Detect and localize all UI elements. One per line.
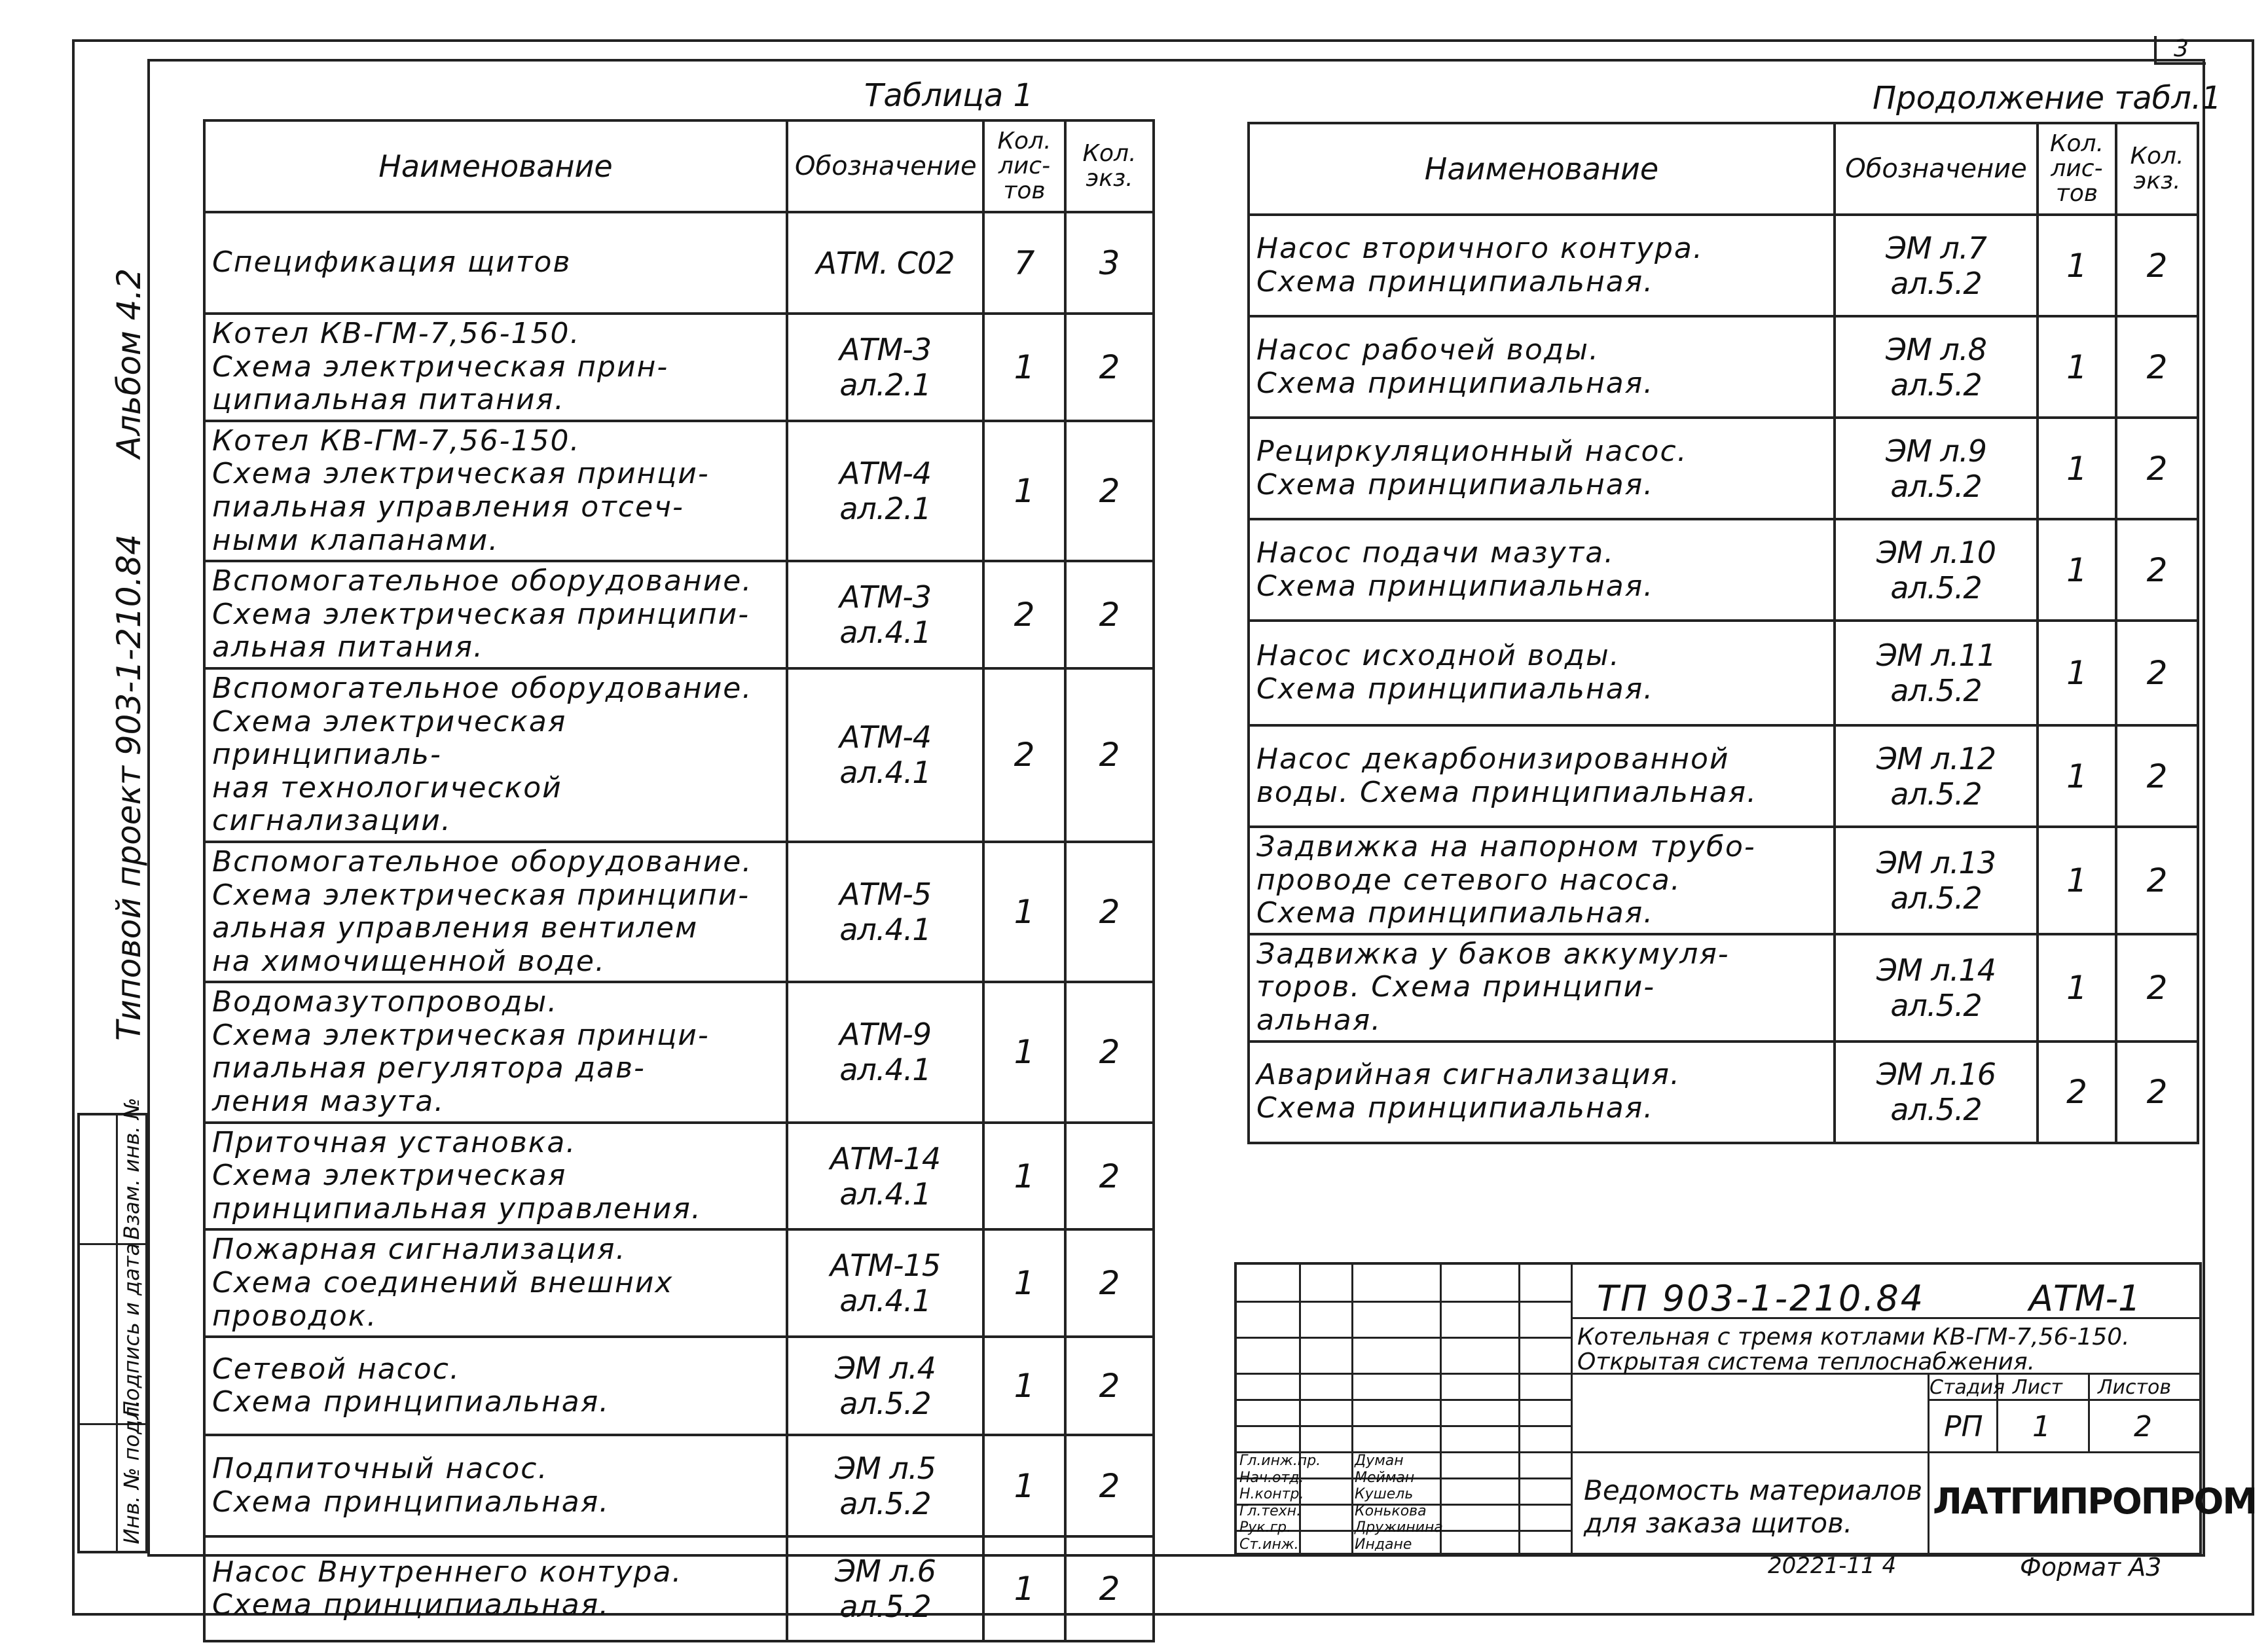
object-name-line2: Открытая система теплоснабжения. — [1577, 1349, 2036, 1375]
table-row — [204, 1435, 1154, 1536]
side-label-signature: Подпись и дата — [119, 1242, 144, 1417]
row-sheets: 1 — [2038, 418, 2116, 519]
sheets-value: 2 — [2134, 1410, 2152, 1443]
row-designation: АТМ-9 ал.4.1 — [787, 982, 983, 1122]
row-designation: ЭМ л.12 ал.5.2 — [1835, 725, 2038, 827]
row-copies: 2 — [1065, 561, 1154, 668]
row-sheets: 1 — [2038, 934, 2116, 1042]
row-copies: 2 — [1065, 1123, 1154, 1230]
row-copies: 2 — [1065, 1229, 1154, 1337]
row-copies: 2 — [2116, 519, 2198, 621]
table1-cont-header-row — [1249, 123, 2198, 215]
sheet-label: Лист — [2013, 1376, 2063, 1399]
table-row — [1249, 934, 2198, 1042]
row-sheets: 1 — [2038, 827, 2116, 934]
person-name: Кушель — [1355, 1486, 1414, 1502]
person-role: Ст.инж. — [1239, 1536, 1299, 1553]
row-copies: 2 — [2116, 215, 2198, 316]
row-name: Спецификация щитов — [204, 212, 787, 314]
side-label-replace: Взам. инв. № — [119, 1097, 144, 1240]
header-name: Наименование — [1249, 123, 1835, 215]
row-designation: ЭМ л.11 ал.5.2 — [1835, 621, 2038, 725]
table1-cont-caption: Продолжение табл.1 — [1873, 80, 2222, 117]
table1-header-row — [204, 120, 1154, 212]
doc-code: ТП 903-1-210.84 — [1597, 1278, 1926, 1319]
row-name: Котел КВ-ГМ-7,56-150. Схема электрическая прин- ципиальная питания. — [204, 314, 787, 421]
table-row — [204, 561, 1154, 668]
row-name: Задвижка на напорном трубо- проводе сетевого насоса. Схема принципиальная. — [1249, 827, 1835, 934]
row-copies: 2 — [2116, 621, 2198, 725]
row-name: Насос подачи мазута. Схема принципиальная. — [1249, 519, 1835, 621]
row-sheets: 2 — [983, 668, 1065, 842]
table-row — [1249, 725, 2198, 827]
person-name: Дружинина — [1355, 1519, 1443, 1536]
person-name: Индане — [1355, 1536, 1412, 1553]
person-role: Н.контр. — [1239, 1486, 1304, 1502]
row-designation: АТМ-3 ал.4.1 — [787, 561, 983, 668]
sheet-number: 3 — [2154, 36, 2206, 65]
row-designation: АТМ-4 ал.2.1 — [787, 421, 983, 561]
row-copies: 2 — [2116, 1042, 2198, 1143]
row-copies: 2 — [1065, 1435, 1154, 1536]
row-name: Насос Внутреннего контура. Схема принципиальная. — [204, 1536, 787, 1641]
sheets-label: Листов — [2098, 1376, 2172, 1399]
table-row — [204, 842, 1154, 982]
table-row — [204, 212, 1154, 314]
header-designation: Обозначение — [787, 120, 983, 212]
table-row — [1249, 621, 2198, 725]
header-copies: Кол. экз. — [2116, 123, 2198, 215]
row-copies: 2 — [2116, 725, 2198, 827]
row-sheets: 1 — [983, 1123, 1065, 1230]
row-designation: ЭМ л.4 ал.5.2 — [787, 1337, 983, 1435]
row-name: Насос исходной воды. Схема принципиальная. — [1249, 621, 1835, 725]
row-name: Насос декарбонизированной воды. Схема принципиальная. — [1249, 725, 1835, 827]
row-sheets: 1 — [2038, 215, 2116, 316]
row-sheets: 1 — [983, 1337, 1065, 1435]
row-designation: ЭМ л.7 ал.5.2 — [1835, 215, 2038, 316]
table-row — [204, 982, 1154, 1122]
table-row — [1249, 1042, 2198, 1143]
row-designation: ЭМ л.9 ал.5.2 — [1835, 418, 2038, 519]
row-sheets: 1 — [2038, 725, 2116, 827]
table1-caption: Таблица 1 — [864, 77, 1034, 114]
table-row — [204, 421, 1154, 561]
document-title-line2: для заказа щитов. — [1584, 1507, 1853, 1539]
row-designation: АТМ-14 ал.4.1 — [787, 1123, 983, 1230]
header-sheets: Кол. лис- тов — [983, 120, 1065, 212]
stage-label: Стадия — [1930, 1376, 2005, 1399]
row-designation: АТМ. С02 — [787, 212, 983, 314]
row-copies: 2 — [1065, 1536, 1154, 1641]
table1-continuation — [1247, 122, 2199, 1144]
header-copies: Кол. экз. — [1065, 120, 1154, 212]
row-sheets: 1 — [983, 1435, 1065, 1536]
row-sheets: 1 — [2038, 621, 2116, 725]
row-name: Аварийная сигнализация. Схема принципиальная. — [1249, 1042, 1835, 1143]
person-name: Конькова — [1355, 1502, 1427, 1519]
row-copies: 2 — [1065, 668, 1154, 842]
row-copies: 2 — [2116, 934, 2198, 1042]
row-designation: АТМ-5 ал.4.1 — [787, 842, 983, 982]
project-label: Типовой проект 903-1-210.84 — [110, 534, 148, 1041]
row-designation: АТМ-15 ал.4.1 — [787, 1229, 983, 1337]
row-sheets: 1 — [2038, 316, 2116, 418]
side-label-inventory: Инв. № подл. — [119, 1400, 144, 1544]
row-copies: 2 — [1065, 842, 1154, 982]
person-role: Нач.отд. — [1239, 1469, 1304, 1486]
person-role: Гл.техн. — [1239, 1502, 1302, 1519]
table-row — [204, 1229, 1154, 1337]
inventory-number: 20221-11 4 — [1768, 1553, 1897, 1579]
row-name: Сетевой насос. Схема принципиальная. — [204, 1337, 787, 1435]
stage-value: РП — [1944, 1410, 1983, 1443]
row-name: Насос рабочей воды. Схема принципиальная. — [1249, 316, 1835, 418]
row-name: Приточная установка. Схема электрическая принципиальная управления. — [204, 1123, 787, 1230]
row-sheets: 1 — [983, 842, 1065, 982]
doc-mark: АТМ-1 — [2029, 1278, 2141, 1319]
table-row — [1249, 519, 2198, 621]
row-name: Пожарная сигнализация. Схема соединений внешних проводок. — [204, 1229, 787, 1337]
person-name: Думан — [1355, 1453, 1404, 1469]
table-row — [204, 1536, 1154, 1641]
row-designation: ЭМ л.8 ал.5.2 — [1835, 316, 2038, 418]
row-sheets: 2 — [983, 561, 1065, 668]
table-row — [204, 668, 1154, 842]
row-name: Вспомогательное оборудование. Схема электрическая принципи- альная питания. — [204, 561, 787, 668]
object-name: Котельная с тремя котлами КВ-ГМ-7,56-150. — [1577, 1324, 2130, 1350]
row-sheets: 7 — [983, 212, 1065, 314]
row-designation: ЭМ л.5 ал.5.2 — [787, 1435, 983, 1536]
table-row — [1249, 215, 2198, 316]
title-block — [1234, 1262, 2257, 1555]
row-name: Вспомогательное оборудование. Схема электрическая принципиаль- ная технологической сигнализации. — [204, 668, 787, 842]
row-sheets: 1 — [983, 982, 1065, 1122]
person-role: Гл.инж.пр. — [1239, 1453, 1321, 1469]
row-designation: ЭМ л.14 ал.5.2 — [1835, 934, 2038, 1042]
row-copies: 3 — [1065, 212, 1154, 314]
table-row — [1249, 827, 2198, 934]
header-sheets: Кол. лис- тов — [2038, 123, 2116, 215]
table1 — [203, 119, 1155, 1642]
organization-logo: ЛАТГИПРОПРОМ — [1933, 1481, 2257, 1522]
row-name: Подпиточный насос. Схема принципиальная. — [204, 1435, 787, 1536]
row-sheets: 2 — [2038, 1042, 2116, 1143]
row-sheets: 1 — [983, 1229, 1065, 1337]
row-name: Вспомогательное оборудование. Схема электрическая принципи- альная управления вентилем на химочищенной воде. — [204, 842, 787, 982]
row-name: Рециркуляционный насос. Схема принципиальная. — [1249, 418, 1835, 519]
person-role: Рук.гр. — [1239, 1519, 1292, 1536]
sheet-value: 1 — [2032, 1410, 2051, 1443]
row-copies: 2 — [1065, 982, 1154, 1122]
document-title: Ведомость материалов — [1584, 1474, 1923, 1506]
person-name: Мейман — [1355, 1469, 1415, 1486]
format-label: Формат А3 — [2020, 1553, 2162, 1582]
row-copies: 2 — [1065, 1337, 1154, 1435]
row-designation: АТМ-3 ал.2.1 — [787, 314, 983, 421]
table-row — [1249, 418, 2198, 519]
row-sheets: 1 — [983, 421, 1065, 561]
side-stamp-boxes — [77, 1097, 148, 1553]
row-name: Задвижка у баков аккумуля- торов. Схема принципи- альная. — [1249, 934, 1835, 1042]
row-designation: ЭМ л.16 ал.5.2 — [1835, 1042, 2038, 1143]
row-name: Насос вторичного контура. Схема принципиальная. — [1249, 215, 1835, 316]
row-designation: ЭМ л.6 ал.5.2 — [787, 1536, 983, 1641]
row-designation: ЭМ л.13 ал.5.2 — [1835, 827, 2038, 934]
row-sheets: 1 — [983, 1536, 1065, 1641]
row-copies: 2 — [2116, 418, 2198, 519]
header-name: Наименование — [204, 120, 787, 212]
table-row — [204, 1123, 1154, 1230]
row-copies: 2 — [2116, 827, 2198, 934]
table-row — [1249, 316, 2198, 418]
row-designation: АТМ-4 ал.4.1 — [787, 668, 983, 842]
header-designation: Обозначение — [1835, 123, 2038, 215]
album-label: Альбом 4.2 — [110, 268, 148, 458]
row-name: Котел КВ-ГМ-7,56-150. Схема электрическая принци- пиальная управления отсеч- ными клапанами. — [204, 421, 787, 561]
table-row — [204, 314, 1154, 421]
row-name: Водомазутопроводы. Схема электрическая принци- пиальная регулятора дав- ления мазута. — [204, 982, 787, 1122]
row-designation: ЭМ л.10 ал.5.2 — [1835, 519, 2038, 621]
row-sheets: 1 — [983, 314, 1065, 421]
row-copies: 2 — [2116, 316, 2198, 418]
row-copies: 2 — [1065, 421, 1154, 561]
row-copies: 2 — [1065, 314, 1154, 421]
row-sheets: 1 — [2038, 519, 2116, 621]
table-row — [204, 1337, 1154, 1435]
